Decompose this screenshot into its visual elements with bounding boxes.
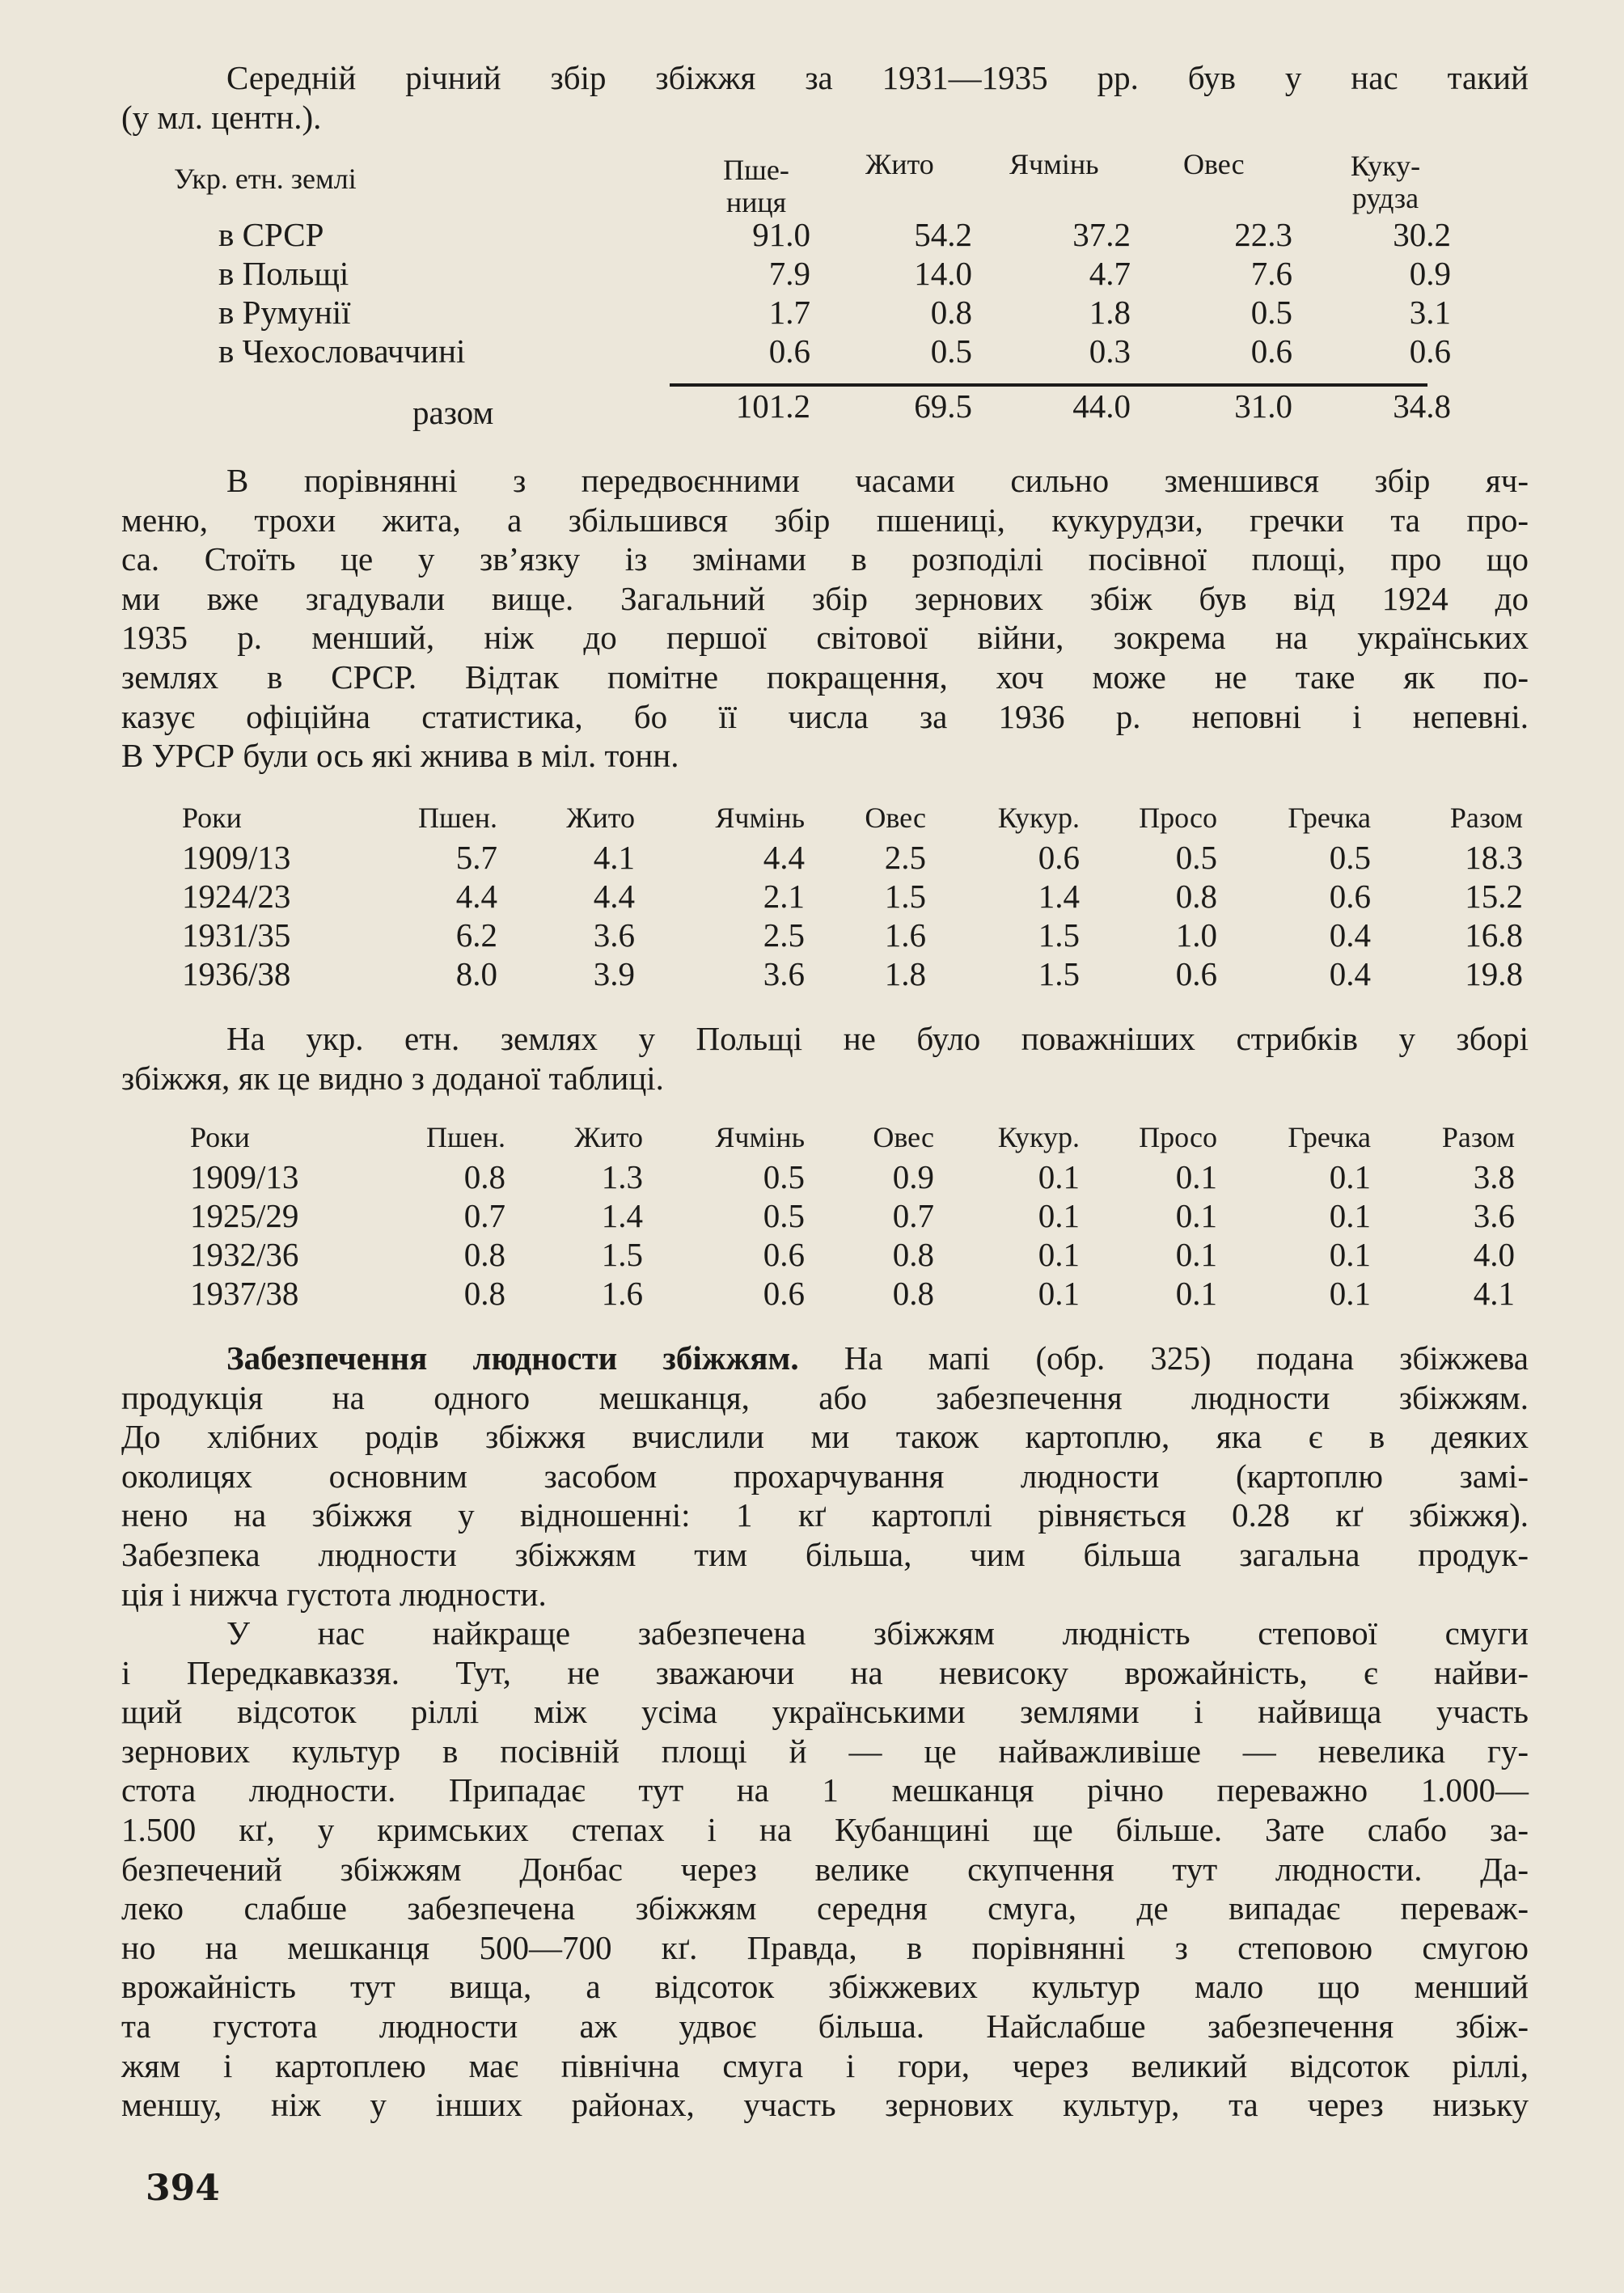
cell: 4.7 [1089,255,1131,292]
col-header: Гречка [1288,802,1371,834]
table-col-header: Жито [865,148,934,180]
cell: 1.6 [601,1275,643,1312]
cell: 1.4 [601,1197,643,1234]
cell: 15.2 [1465,878,1523,915]
text-line: 1.500 кґ, у кримських степах і на Кубанщині ще більше. Зате слабо за- [121,1810,1529,1848]
table-row [182,877,1523,916]
year-cell: 1931/35 [182,916,291,954]
cell: 0.5 [930,332,972,370]
cell: 18.3 [1465,839,1523,876]
cell: 7.6 [1250,255,1292,292]
year-cell: 1932/36 [190,1236,299,1273]
cell: 0.6 [1250,332,1292,370]
cell: 0.8 [463,1236,505,1273]
cell: 0.6 [1329,878,1371,915]
text-line: зернових культур в посівній площі й — це найважливіше — невелика гу- [121,1732,1529,1770]
text-line: В УРСР були ось які жнива в міл. тонн. [121,737,679,775]
table-row [182,954,1523,993]
row-label: в Чехословаччині [218,332,466,370]
col-header: Роки [190,1121,250,1153]
cell: 0.5 [1250,294,1292,331]
col-header: Ячмінь [715,1121,805,1153]
cell: 0.8 [930,294,972,331]
cell: 3.9 [593,955,635,992]
col-header: Жито [574,1121,643,1153]
cell: 22.3 [1234,216,1292,253]
paragraph [121,1339,1529,1614]
cell: 0.1 [1038,1275,1080,1312]
cell: 0.9 [1409,255,1451,292]
cell: 0.1 [1329,1158,1371,1195]
cell: 0.5 [763,1158,805,1195]
cell: 1.6 [884,916,926,954]
cell: 0.1 [1038,1236,1080,1273]
cell: 16.8 [1465,916,1523,954]
text-line: безпечений збіжжям Донбас через велике скупчення тут людности. Да- [121,1850,1529,1888]
table-row [182,916,1523,954]
cell: 4.4 [455,878,497,915]
year-cell: 1909/13 [182,839,291,876]
section-lead: Забезпечення людности збіжжям. [226,1339,799,1377]
text-line: но на мешканця 500—700 кґ. Правда, в порівнянні з степовою смугою [121,1928,1529,1966]
text-line: Середній річний збір збіжжя за 1931—1935 рр. був у нас такий [226,59,1529,96]
col-header: Гречка [1288,1121,1371,1153]
col-header: Разом [1449,802,1523,834]
table-region-header: Укр. етн. землі [174,163,357,195]
cell: 0.1 [1329,1275,1371,1312]
table-row [190,1235,1515,1274]
text-line: (у мл. центн.). [121,98,322,136]
cell: 0.6 [763,1275,805,1312]
total-label: разом [412,394,494,431]
cell: 0.5 [763,1197,805,1234]
cell: 2.5 [763,916,805,954]
text-line: Забезпека людности збіжжям тим більша, чим більша загальна продук- [121,1535,1529,1573]
cell: 1.7 [768,294,810,331]
cell: 34.8 [1393,387,1451,425]
cell: 1.0 [1175,916,1217,954]
cell: 4.1 [593,839,635,876]
col-header: Ячмінь [715,802,805,834]
cell: 0.3 [1089,332,1131,370]
cell: 4.4 [763,839,805,876]
table-row [218,254,1451,293]
paragraph [121,1019,1529,1098]
table-row [182,838,1523,877]
text-line: ми вже згадували вище. Загальний збір зернових збіж був від 1924 до [121,579,1529,617]
table-col-header: Овес [1183,148,1245,180]
cell: 19.8 [1465,955,1523,992]
cell: 7.9 [768,255,810,292]
text-line: жям і картоплею має північна смуга і гори, через великий відсоток ріллі, [121,2046,1529,2084]
cell: 1.3 [601,1158,643,1195]
col-header: Жито [566,802,635,834]
year-cell: 1937/38 [190,1275,299,1312]
row-label: в Румунії [218,294,351,331]
cell: 1.8 [884,955,926,992]
cell: 31.0 [1234,387,1292,425]
cell: 0.1 [1175,1236,1217,1273]
col-header: Роки [182,802,242,834]
cell: 0.6 [768,332,810,370]
year-cell: 1909/13 [190,1158,299,1195]
cell: 2.1 [763,878,805,915]
text-line [121,1339,1529,1378]
text-line: меншу, ніж у інших районах, участь зернових культур, та через низьку [121,2086,1529,2124]
cell: 0.8 [1175,878,1217,915]
table-col-header: Ячмінь [1009,148,1099,180]
cell: 0.1 [1175,1275,1217,1312]
total-rule [670,383,1427,387]
table-row [218,215,1451,254]
text-line: На укр. етн. землях у Польщі не було поважніших стрибків у зборі [226,1020,1529,1057]
cell: 1.5 [884,878,926,915]
cell: 0.6 [1409,332,1451,370]
table-row [190,1274,1515,1313]
paragraph [121,1614,1529,2125]
cell: 0.6 [763,1236,805,1273]
cell: 0.9 [892,1158,934,1195]
cell: 0.8 [463,1275,505,1312]
text-line: врожайність тут вища, а відсоток збіжжевих культур мало що менший [121,1968,1529,2006]
cell: 2.5 [884,839,926,876]
cell: 0.5 [1329,839,1371,876]
text-line: 1935 р. менший, ніж до першої світової війни, зокрема на українських [121,619,1529,657]
row-label: в СРСР [218,216,324,253]
cell: 14.0 [914,255,972,292]
table-header-row [182,801,1523,838]
cell: 0.7 [892,1197,934,1234]
cell: 0.4 [1329,916,1371,954]
cell: 44.0 [1072,387,1131,425]
cell: 0.8 [892,1275,934,1312]
cell: 0.1 [1038,1197,1080,1234]
text-line: са. Стоїть це у зв’язку із змінами в розподілі посівної площі, про що [121,540,1529,578]
intro-paragraph [121,58,1529,137]
table-row [190,1196,1515,1235]
col-header: Просо [1139,1121,1217,1153]
text-line: меню, трохи жита, а збільшився збір пшениці, кукурудзи, гречки та про- [121,501,1529,539]
table-col-header: Пше- ниця [723,154,789,218]
cell: 1.8 [1089,294,1131,331]
text-line: ція і нижча густота людности. [121,1575,547,1613]
col-header: Пшен. [426,1121,505,1153]
cell: 0.1 [1175,1197,1217,1234]
text-line: У нас найкраще забезпечена збіжжям людність степової смуги [226,1614,1529,1652]
table-row [218,332,1451,370]
year-cell: 1924/23 [182,878,291,915]
text-line: землях в СРСР. Відтак помітне покращення, хоч може не таке як по- [121,658,1529,696]
text-line: казує офіційна статистика, бо її числа за 1936 р. неповні і непевні. [121,697,1529,735]
text-line: околицях основним засобом прохарчування людности (картоплю замі- [121,1457,1529,1495]
cell: 30.2 [1393,216,1451,253]
cell: 0.8 [463,1158,505,1195]
cell: 0.7 [463,1197,505,1234]
cell: 4.1 [1473,1275,1515,1312]
text-line: продукція на одного мешканця, або забезпечення людности збіжжям. [121,1378,1529,1416]
cell: 54.2 [914,216,972,253]
cell: 0.1 [1175,1158,1217,1195]
text-line: До хлібних родів збіжжя вчислили ми також картоплю, яка є в деяких [121,1418,1529,1456]
table-ursr-harvest [182,801,1523,993]
cell: 4.4 [593,878,635,915]
text-line: збіжжя, як це видно з доданої таблиці. [121,1059,664,1097]
cell: 0.6 [1175,955,1217,992]
cell: 0.1 [1329,1197,1371,1234]
cell: 4.0 [1473,1236,1515,1273]
table-header-row [190,1120,1515,1157]
table-regions-body [218,215,1451,432]
text-line: стота людности. Припадає тут на 1 мешканця річно переважно 1.000— [121,1771,1529,1809]
cell: 1.5 [601,1236,643,1273]
cell: 0.6 [1038,839,1080,876]
cell: 101.2 [735,387,810,425]
text-line: та густота людности аж удвоє більша. Найслабше забезпечення збіж- [121,2007,1529,2045]
text-line: В порівнянні з передвоєнними часами сильно зменшився збір яч- [226,462,1529,499]
cell: 69.5 [914,387,972,425]
table-row [218,293,1451,332]
cell: 37.2 [1072,216,1131,253]
cell: 3.6 [763,955,805,992]
cell: 8.0 [455,955,497,992]
table-col-header: Куку- рудза [1350,150,1421,214]
cell: 3.1 [1409,294,1451,331]
cell: 3.6 [1473,1197,1515,1234]
cell: 0.4 [1329,955,1371,992]
cell: 1.5 [1038,955,1080,992]
cell: 6.2 [455,916,497,954]
cell: 5.7 [455,839,497,876]
year-cell: 1936/38 [182,955,291,992]
cell: 0.5 [1175,839,1217,876]
cell: 1.4 [1038,878,1080,915]
col-header: Разом [1441,1121,1515,1153]
cell: 91.0 [752,216,810,253]
table-poland-harvest [190,1120,1515,1313]
row-label: в Польщі [218,255,349,292]
col-header: Овес [873,1121,934,1153]
table-row [190,1157,1515,1196]
col-header: Кукур. [997,802,1080,834]
text-line: леко слабше забезпечена збіжжям середня смуга, де випадає перевaж- [121,1889,1529,1927]
table-total-row [218,370,1451,432]
cell: 1.5 [1038,916,1080,954]
cell: 0.1 [1038,1158,1080,1195]
cell: 0.1 [1329,1236,1371,1273]
page-number: 394 [146,2168,220,2209]
cell: 3.6 [593,916,635,954]
year-cell: 1925/29 [190,1197,299,1234]
text-span: На мапі (обр. 325) подана збіжжева [798,1339,1529,1377]
paragraph [121,461,1529,776]
text-line: щий відсоток ріллі між усіма українськими землями і найвища участь [121,1693,1529,1731]
cell: 3.8 [1473,1158,1515,1195]
cell: 0.8 [892,1236,934,1273]
text-line: і Передкавказзя. Тут, не зважаючи на невисоку врожайність, є найви- [121,1653,1529,1691]
col-header: Кукур. [997,1121,1080,1153]
col-header: Просо [1139,802,1217,834]
col-header: Овес [865,802,926,834]
col-header: Пшен. [418,802,497,834]
text-line: нено на збіжжя у відношенні: 1 кґ картоплі рівняється 0.28 кґ збіжжя). [121,1496,1529,1534]
